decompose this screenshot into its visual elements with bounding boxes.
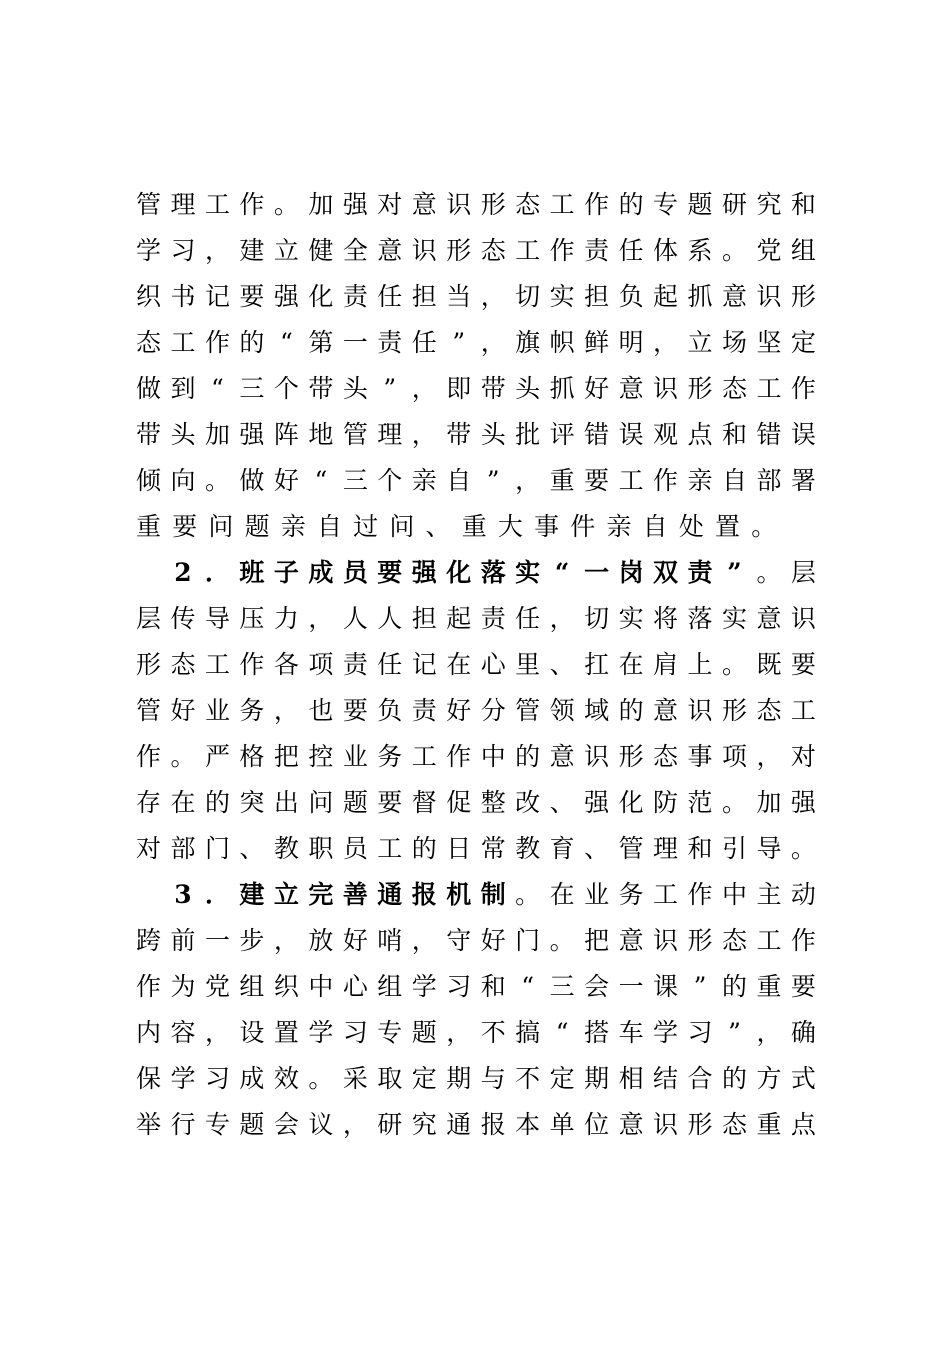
- text-line: 学 习 ， 建 立 健 全 意 识 形 态 工 作 责 任 体 系 。 党 组: [136, 236, 816, 265]
- text-line: 3 ． 建 立 完 善 通 报 机 制 。 在 业 务 工 作 中 主 动: [174, 880, 816, 909]
- text-line: 跨 前 一 步 ， 放 好 哨 ， 守 好 门 。 把 意 识 形 态 工 作: [136, 926, 816, 955]
- text-line: 存 在 的 突 出 问 题 要 督 促 整 改 、 强 化 防 范 。 加 强: [136, 788, 816, 817]
- text-line: 管 理 工 作 。 加 强 对 意 识 形 态 工 作 的 专 题 研 究 和: [136, 190, 816, 219]
- text-line: 作 。 严 格 把 控 业 务 工 作 中 的 意 识 形 态 事 项 ， 对: [136, 742, 816, 771]
- body-text: [136, 182, 816, 1148]
- text-line: 态 工 作 的 “ 第 一 责 任 ” ， 旗 帜 鲜 明 ， 立 场 坚 定: [136, 328, 816, 357]
- text-line: 管 好 业 务 ， 也 要 负 责 好 分 管 领 域 的 意 识 形 态 工: [136, 696, 816, 725]
- text-line: 形 态 工 作 各 项 责 任 记 在 心 里 、 扛 在 肩 上 。 既 要: [136, 650, 816, 679]
- text-line: 对 部 门 、 教 职 员 工 的 日 常 教 育 、 管 理 和 引 导 。: [136, 834, 816, 863]
- text-line: 举 行 专 题 会 议 ， 研 究 通 报 本 单 位 意 识 形 态 重 点: [136, 1110, 816, 1139]
- text-line: 做 到 “ 三 个 带 头 ” ， 即 带 头 抓 好 意 识 形 态 工 作: [136, 374, 816, 403]
- text-line: 作 为 党 组 织 中 心 组 学 习 和 “ 三 会 一 课 ” 的 重 要: [136, 972, 816, 1001]
- text-line: 倾 向 。 做 好 “ 三 个 亲 自 ” ， 重 要 工 作 亲 自 部 署: [136, 466, 816, 495]
- text-line: 重 要 问 题 亲 自 过 问 、 重 大 事 件 亲 自 处 置 。: [136, 512, 777, 541]
- text-line: 内 容 ， 设 置 学 习 专 题 ， 不 搞 “ 搭 车 学 习 ” ， 确: [136, 1018, 816, 1047]
- text-line: 带 头 加 强 阵 地 管 理 ， 带 头 批 评 错 误 观 点 和 错 误: [136, 420, 816, 449]
- text-line: 织 书 记 要 强 化 责 任 担 当 ， 切 实 担 负 起 抓 意 识 形: [136, 282, 816, 311]
- text-line: 层 传 导 压 力 ， 人 人 担 起 责 任 ， 切 实 将 落 实 意 识: [136, 604, 816, 633]
- text-line: 保 学 习 成 效 。 采 取 定 期 与 不 定 期 相 结 合 的 方 式: [136, 1064, 816, 1093]
- text-line: 2 ． 班 子 成 员 要 强 化 落 实 “ 一 岗 双 责 ” 。 层: [174, 558, 816, 587]
